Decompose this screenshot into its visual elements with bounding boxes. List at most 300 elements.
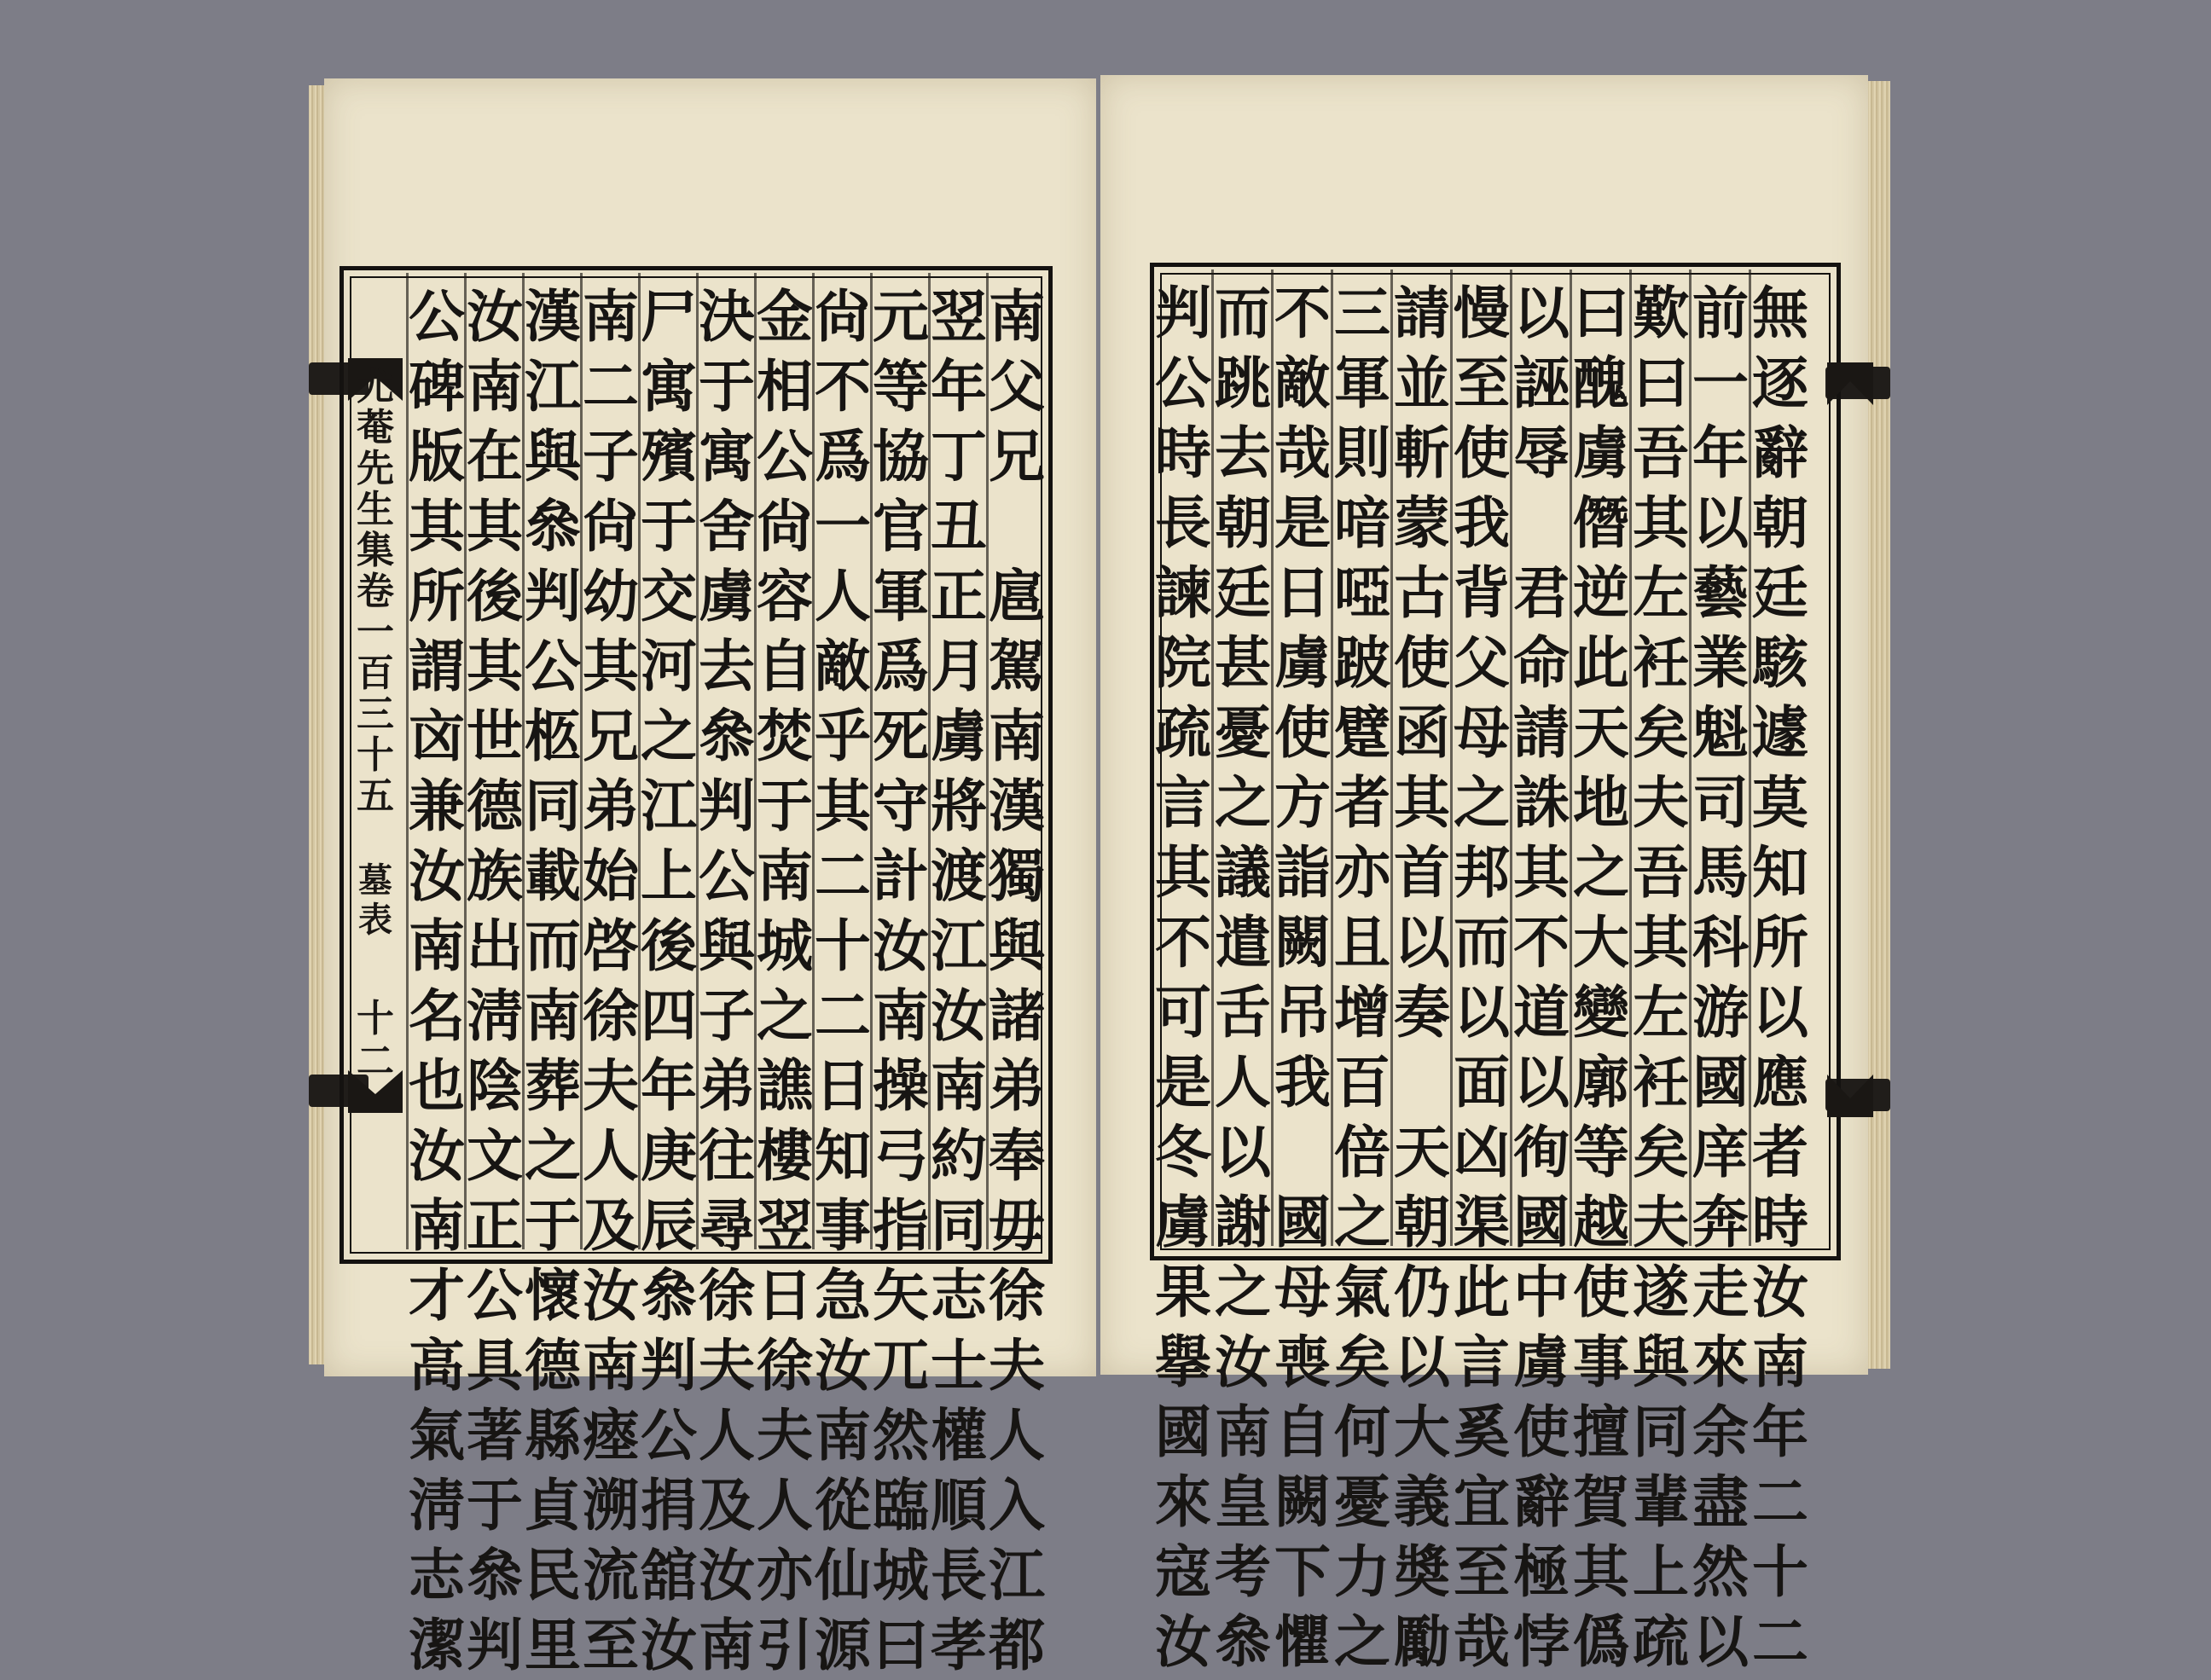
glyph: 虜 <box>699 563 755 629</box>
glyph: 柩 <box>525 703 581 769</box>
glyph: 逆 <box>1573 559 1629 626</box>
glyph: 公 <box>757 423 813 490</box>
glyph: 諫 <box>1155 559 1211 626</box>
glyph: 以 <box>1394 1329 1450 1395</box>
glyph: 汝 <box>1752 1259 1808 1325</box>
glyph: 上 <box>641 843 697 909</box>
glyph: 駕 <box>989 633 1045 699</box>
glyph: 走 <box>1692 1259 1749 1325</box>
glyph <box>1007 491 1027 561</box>
glyph: 自 <box>757 633 813 699</box>
glyph: 汝 <box>641 1612 697 1678</box>
glyph: 奬 <box>1394 1538 1450 1605</box>
glyph: 者 <box>1752 1119 1808 1185</box>
glyph: 賀 <box>1573 1469 1629 1535</box>
text-column <box>1691 278 1750 1677</box>
glyph: 廓 <box>1573 1049 1629 1115</box>
glyph: 庚 <box>641 1122 697 1189</box>
glyph: 國 <box>1513 1189 1570 1255</box>
glyph: 族 <box>467 843 523 909</box>
glyph: 具 <box>467 1332 523 1399</box>
glyph: 道 <box>1513 979 1570 1046</box>
text-column <box>1631 278 1691 1677</box>
glyph: 虜 <box>1513 1329 1570 1395</box>
glyph: 瘞 <box>583 1402 639 1469</box>
glyph: 誅 <box>1513 769 1570 836</box>
glyph: 江 <box>989 1542 1045 1608</box>
glyph: 爲 <box>873 633 929 699</box>
glyph: 三 <box>1334 280 1390 346</box>
glyph: 江 <box>641 773 697 839</box>
glyph: 國 <box>1692 1049 1749 1115</box>
glyph: 判 <box>1155 280 1211 346</box>
glyph: 出 <box>467 912 523 979</box>
glyph: 南 <box>699 1612 755 1678</box>
glyph: 矣 <box>1633 699 1689 766</box>
glyph: 尙 <box>583 493 639 559</box>
glyph: 徐 <box>583 982 639 1049</box>
glyph: 不 <box>1155 909 1211 976</box>
glyph: 下 <box>1274 1538 1331 1605</box>
glyph: 夫 <box>583 1052 639 1119</box>
glyph: 孝 <box>931 1612 987 1678</box>
glyph: 天 <box>1394 1119 1450 1185</box>
glyph: 懷 <box>525 1262 581 1329</box>
glyph: 汝 <box>1155 1608 1211 1675</box>
glyph: 南 <box>1752 1329 1808 1395</box>
glyph: 世 <box>467 703 523 769</box>
text-column <box>1512 278 1571 1677</box>
glyph: 日 <box>815 1052 871 1119</box>
glyph: 仙 <box>815 1542 871 1608</box>
glyph: 載 <box>525 843 581 909</box>
glyph: 往 <box>699 1122 755 1189</box>
glyph: 朝 <box>1394 1189 1450 1255</box>
glyph: 都 <box>989 1612 1045 1678</box>
glyph: 德 <box>467 773 523 839</box>
gutter-section-title <box>348 861 403 940</box>
glyph: 至 <box>1454 350 1510 416</box>
glyph: 決 <box>699 283 755 350</box>
glyph: 徇 <box>1513 1119 1570 1185</box>
glyph: 冬 <box>1155 1119 1211 1185</box>
glyph: 氣 <box>409 1402 465 1469</box>
glyph: 奚 <box>1454 1399 1510 1465</box>
glyph: 方 <box>1274 769 1331 836</box>
glyph: 至 <box>1454 1538 1510 1605</box>
glyph: 人 <box>583 1122 639 1189</box>
glyph: 之 <box>1454 769 1510 836</box>
glyph: 辱 <box>1513 420 1570 486</box>
glyph: 士 <box>931 1332 987 1399</box>
glyph: 此 <box>1573 629 1629 696</box>
glyph: 百 <box>357 652 394 695</box>
glyph: 國 <box>1155 1399 1211 1465</box>
glyph: 汝 <box>815 1332 871 1399</box>
glyph: 軍 <box>1334 350 1390 416</box>
glyph: 十 <box>357 733 394 777</box>
glyph: 以 <box>1454 979 1510 1046</box>
glyph: 汝 <box>699 1542 755 1608</box>
glyph: 辰 <box>641 1192 697 1259</box>
glyph: 兼 <box>409 773 465 839</box>
glyph: 跛 <box>1334 629 1390 696</box>
glyph: 使 <box>1513 1399 1570 1465</box>
glyph: 汝 <box>409 1122 465 1189</box>
glyph: 不 <box>1513 909 1570 976</box>
fishtail-ornament-top-right <box>1827 362 1873 405</box>
glyph: 南 <box>989 703 1045 769</box>
glyph: 藝 <box>1692 559 1749 626</box>
glyph: 貞 <box>525 1472 581 1538</box>
glyph: 上 <box>1633 1538 1689 1605</box>
glyph: 寇 <box>1155 1538 1211 1605</box>
glyph: 科 <box>1692 909 1749 976</box>
glyph: 其 <box>467 633 523 699</box>
glyph: 亦 <box>757 1542 813 1608</box>
glyph: 僞 <box>1573 1608 1629 1675</box>
glyph: 遂 <box>1633 1259 1689 1325</box>
glyph: 尸 <box>641 283 697 350</box>
glyph: 舌 <box>1215 979 1271 1046</box>
glyph: 南 <box>583 1332 639 1399</box>
glyph: 之 <box>1573 839 1629 906</box>
glyph: 其 <box>1573 1538 1629 1605</box>
glyph: 將 <box>931 773 987 839</box>
glyph: 哉 <box>1454 1608 1510 1675</box>
glyph: 尙 <box>815 283 871 350</box>
glyph: 余 <box>1692 1399 1749 1465</box>
glyph: 氣 <box>1334 1259 1390 1325</box>
glyph: 然 <box>873 1402 929 1469</box>
glyph: 闕 <box>1274 909 1331 976</box>
glyph: 自 <box>1274 1399 1331 1465</box>
glyph: 首 <box>1394 839 1450 906</box>
glyph: 及 <box>699 1472 755 1538</box>
glyph: 不 <box>1274 280 1331 346</box>
glyph: 衽 <box>1633 629 1689 696</box>
glyph: 者 <box>1334 769 1390 836</box>
glyph: 淸 <box>467 982 523 1049</box>
text-column <box>1273 278 1332 1677</box>
glyph: 丁 <box>931 423 987 490</box>
glyph: 順 <box>931 1472 987 1538</box>
glyph: 河 <box>641 633 697 699</box>
glyph: 翌 <box>931 283 987 350</box>
glyph: 城 <box>757 912 813 979</box>
text-column <box>872 281 930 1680</box>
glyph: 虜 <box>1274 629 1331 696</box>
glyph: 之 <box>1215 769 1271 836</box>
glyph: 跳 <box>1215 350 1271 416</box>
glyph: 是 <box>1274 490 1331 556</box>
glyph: 南 <box>931 1052 987 1119</box>
glyph: 南 <box>467 353 523 420</box>
glyph: 公 <box>1155 350 1211 416</box>
glyph: 子 <box>699 982 755 1049</box>
glyph: 虜 <box>931 703 987 769</box>
glyph: 渠 <box>1454 1189 1510 1255</box>
glyph: 約 <box>931 1122 987 1189</box>
glyph: 逐 <box>1752 350 1808 416</box>
glyph: 尤 <box>357 365 394 408</box>
glyph: 臨 <box>873 1472 929 1538</box>
glyph: 判 <box>467 1612 523 1678</box>
glyph: 與 <box>1633 1329 1689 1395</box>
glyph: 南 <box>525 982 581 1049</box>
glyph: 百 <box>1334 1049 1390 1115</box>
glyph: 其 <box>467 493 523 559</box>
glyph: 志 <box>931 1262 987 1329</box>
glyph: 以 <box>1692 1608 1749 1675</box>
glyph: 淸 <box>409 1472 465 1538</box>
glyph: 司 <box>1692 769 1749 836</box>
glyph: 夫 <box>989 1332 1045 1399</box>
glyph: 月 <box>931 633 987 699</box>
glyph: 莫 <box>1752 769 1808 836</box>
glyph: 漢 <box>989 773 1045 839</box>
glyph: 二 <box>357 1040 394 1083</box>
glyph: 勵 <box>1394 1608 1450 1675</box>
glyph: 二 <box>1752 1469 1808 1535</box>
glyph: 地 <box>1573 769 1629 836</box>
glyph: 之 <box>641 703 697 769</box>
glyph: 墓 <box>358 860 392 901</box>
glyph: 宜 <box>1454 1469 1510 1535</box>
glyph: 時 <box>1155 420 1211 486</box>
glyph: 長 <box>1155 490 1211 556</box>
glyph: 容 <box>757 563 813 629</box>
glyph: 名 <box>409 982 465 1049</box>
glyph: 馬 <box>1692 839 1749 906</box>
glyph: 謝 <box>1215 1189 1271 1255</box>
text-column <box>930 281 988 1680</box>
glyph: 叅 <box>1215 1608 1271 1675</box>
glyph: 矢 <box>873 1262 929 1329</box>
text-column <box>756 281 814 1680</box>
glyph: 三 <box>357 692 394 736</box>
glyph: 而 <box>525 912 581 979</box>
glyph: 志 <box>409 1542 465 1608</box>
glyph: 徐 <box>757 1332 813 1399</box>
glyph: 其 <box>1155 839 1211 906</box>
glyph: 人 <box>989 1402 1045 1469</box>
glyph: 躄 <box>1334 699 1390 766</box>
glyph: 捐 <box>641 1472 697 1538</box>
glyph: 從 <box>815 1472 871 1538</box>
glyph: 以 <box>1394 909 1450 976</box>
glyph: 判 <box>699 773 755 839</box>
glyph: 同 <box>931 1192 987 1259</box>
glyph: 至 <box>583 1612 639 1678</box>
glyph: 甚 <box>1215 629 1271 696</box>
glyph: 啓 <box>583 912 639 979</box>
glyph: 我 <box>1274 1049 1331 1115</box>
glyph: 汝 <box>873 912 929 979</box>
glyph: 南 <box>409 1192 465 1259</box>
glyph: 與 <box>989 912 1045 979</box>
glyph: 二 <box>815 843 871 909</box>
glyph: 兄 <box>989 423 1045 490</box>
glyph: 南 <box>583 283 639 350</box>
glyph: 流 <box>583 1542 639 1608</box>
glyph: 國 <box>1274 1189 1331 1255</box>
glyph: 徐 <box>699 1262 755 1329</box>
glyph: 去 <box>699 633 755 699</box>
glyph: 年 <box>931 353 987 420</box>
glyph: 所 <box>409 563 465 629</box>
glyph: 並 <box>1394 350 1450 416</box>
glyph: 寓 <box>699 423 755 490</box>
glyph: 文 <box>467 1122 523 1189</box>
glyph: 金 <box>757 283 813 350</box>
glyph: 公 <box>699 843 755 909</box>
glyph: 尋 <box>699 1192 755 1259</box>
glyph: 朝 <box>1215 490 1271 556</box>
glyph: 權 <box>931 1402 987 1469</box>
glyph: 死 <box>873 703 929 769</box>
glyph: 兄 <box>583 703 639 769</box>
glyph: 奉 <box>989 1122 1045 1189</box>
glyph: 夫 <box>1633 769 1689 836</box>
glyph: 奏 <box>1394 979 1450 1046</box>
glyph: 人 <box>699 1402 755 1469</box>
glyph: 一 <box>815 493 871 559</box>
glyph: 著 <box>467 1402 523 1469</box>
glyph: 其 <box>583 633 639 699</box>
glyph: 且 <box>1334 909 1390 976</box>
glyph: 幼 <box>583 563 639 629</box>
glyph: 官 <box>873 493 929 559</box>
glyph: 父 <box>1454 629 1510 696</box>
glyph: 大 <box>1573 909 1629 976</box>
glyph: 南 <box>1215 1399 1271 1465</box>
glyph: 軍 <box>873 563 929 629</box>
glyph: 擧 <box>1155 1329 1211 1395</box>
glyph: 四 <box>641 982 697 1049</box>
glyph: 一 <box>357 611 394 654</box>
glyph: 辭 <box>1513 1469 1570 1535</box>
glyph <box>1293 1117 1313 1187</box>
glyph: 曰 <box>873 1612 929 1678</box>
glyph: 大 <box>1394 1399 1450 1465</box>
glyph: 于 <box>467 1472 523 1538</box>
glyph: 寓 <box>641 353 697 420</box>
glyph: 邦 <box>1454 839 1510 906</box>
glyph: 我 <box>1454 490 1510 556</box>
glyph: 此 <box>1454 1259 1510 1325</box>
glyph: 應 <box>1752 1049 1808 1115</box>
glyph: 使 <box>1394 629 1450 696</box>
glyph: 力 <box>1334 1538 1390 1605</box>
glyph: 叅 <box>641 1262 697 1329</box>
glyph: 言 <box>1155 769 1211 836</box>
glyph: 歎 <box>1633 280 1689 346</box>
glyph: 公 <box>467 1262 523 1329</box>
glyph: 日 <box>1274 559 1331 626</box>
glyph: 于 <box>641 493 697 559</box>
glyph: 議 <box>1215 839 1271 906</box>
glyph: 才 <box>409 1262 465 1329</box>
glyph: 遣 <box>1215 909 1271 976</box>
glyph: 其 <box>1513 839 1570 906</box>
glyph: 譙 <box>757 1052 813 1119</box>
glyph: 極 <box>1513 1538 1570 1605</box>
gutter-book-title <box>348 367 403 817</box>
glyph: 天 <box>1573 699 1629 766</box>
glyph: 諸 <box>989 982 1045 1049</box>
glyph: 年 <box>641 1052 697 1119</box>
glyph: 母 <box>1454 699 1510 766</box>
glyph: 庠 <box>1692 1119 1749 1185</box>
glyph: 計 <box>873 843 929 909</box>
glyph: 卷 <box>357 570 394 613</box>
glyph: 闕 <box>1274 1469 1331 1535</box>
glyph: 漢 <box>525 283 581 350</box>
glyph: 背 <box>1454 559 1510 626</box>
glyph: 不 <box>815 353 871 420</box>
glyph: 以 <box>1215 1119 1271 1185</box>
glyph: 亦 <box>1334 839 1390 906</box>
glyph: 其 <box>1633 490 1689 556</box>
glyph: 樓 <box>757 1122 813 1189</box>
glyph: 啞 <box>1334 559 1390 626</box>
glyph: 越 <box>1573 1189 1629 1255</box>
glyph: 悖 <box>1513 1608 1570 1675</box>
glyph: 表 <box>358 900 392 940</box>
glyph: 夫 <box>1633 1189 1689 1255</box>
text-column <box>1750 278 1810 1677</box>
glyph: 協 <box>873 423 929 490</box>
glyph: 于 <box>699 353 755 420</box>
glyph: 憂 <box>1215 699 1271 766</box>
glyph: 之 <box>525 1122 581 1189</box>
glyph: 殯 <box>641 423 697 490</box>
text-column <box>1452 278 1512 1677</box>
glyph: 何 <box>1334 1399 1390 1465</box>
glyph: 慢 <box>1454 280 1510 346</box>
glyph: 生 <box>357 488 394 531</box>
glyph: 廷 <box>1752 559 1808 626</box>
glyph: 元 <box>873 283 929 350</box>
glyph: 來 <box>1692 1329 1749 1395</box>
glyph: 汝 <box>409 843 465 909</box>
glyph: 潔 <box>409 1612 465 1678</box>
glyph: 一 <box>1692 350 1749 416</box>
glyph: 奔 <box>1692 1189 1749 1255</box>
glyph: 夫 <box>699 1332 755 1399</box>
glyph: 及 <box>583 1192 639 1259</box>
glyph: 來 <box>1155 1469 1211 1535</box>
glyph: 辭 <box>1752 420 1808 486</box>
glyph: 正 <box>931 563 987 629</box>
glyph: 所 <box>1752 909 1808 976</box>
glyph: 十 <box>1752 1538 1808 1605</box>
gutter-page-number <box>348 998 403 1083</box>
glyph: 二 <box>815 982 871 1049</box>
glyph: 朝 <box>1752 490 1808 556</box>
glyph: 其 <box>1394 769 1450 836</box>
glyph: 以 <box>1513 1049 1570 1115</box>
glyph: 先 <box>357 447 394 490</box>
glyph: 叅 <box>467 1542 523 1608</box>
glyph: 而 <box>1215 280 1271 346</box>
glyph: 憂 <box>1334 1469 1390 1535</box>
glyph: 則 <box>1334 420 1390 486</box>
glyph: 兀 <box>873 1332 929 1399</box>
glyph: 敵 <box>815 633 871 699</box>
glyph: 醜 <box>1573 350 1629 416</box>
